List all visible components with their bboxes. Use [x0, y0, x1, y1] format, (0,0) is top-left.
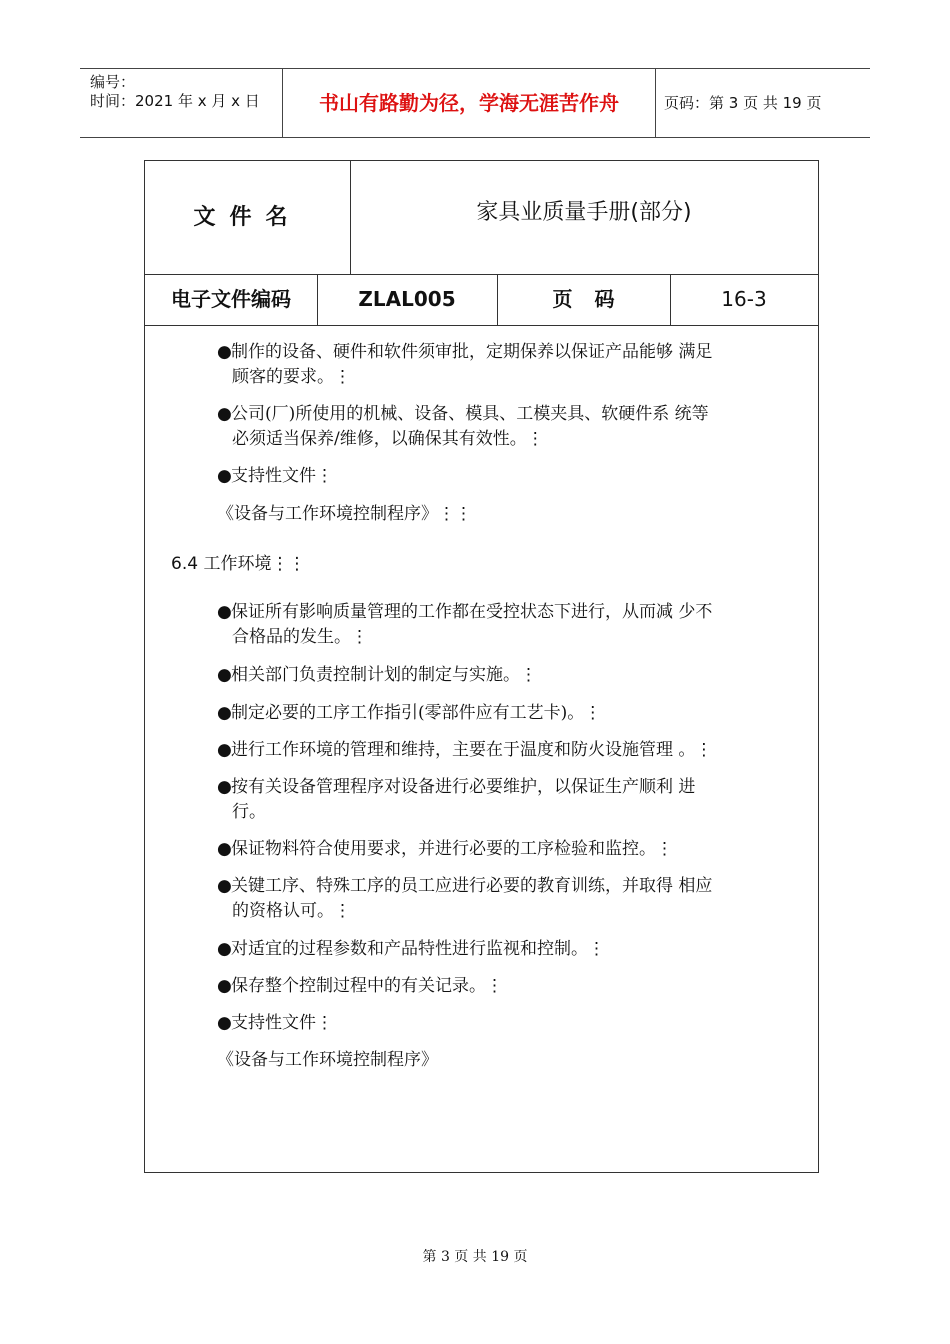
bullet-icon: ● [217, 466, 232, 486]
page-label: 页码 [497, 274, 671, 325]
list-item: ●保证所有影响质量管理的工作都在受控状态下进行，从而减 少不 合格品的发生。⋮ [217, 602, 713, 647]
list-item: ●对适宜的过程参数和产品特性进行监视和控制。⋮ [217, 937, 787, 962]
doc-code-row [145, 274, 818, 326]
doc-name-row [145, 161, 818, 275]
list-item: ●公司(厂)所使用的机械、设备、模具、工模夹具、软硬件系 统等 必须适当保养/维修，以确保其有效性。⋮ [217, 404, 709, 449]
list-item: ●相关部门负责控制计划的制定与实施。⋮ [217, 663, 787, 688]
list-item: ●进行工作环境的管理和维持，主要在于温度和防火设施管理 。⋮ [217, 738, 787, 763]
time-label: 时间：2021 年 x 月 x 日 [90, 92, 260, 110]
bullet-icon: ● [217, 602, 232, 622]
list-item: ●制作的设备、硬件和软件须审批，定期保养以保证产品能够 满足 顾客的要求。⋮ [217, 342, 713, 387]
list-item: ●支持性文件⋮ [217, 1011, 787, 1036]
bullet-icon: ● [217, 839, 232, 859]
doc-title: 家具业质量手册(部分) [476, 200, 692, 225]
page-header [80, 68, 870, 138]
page-value: 16-3 [721, 287, 767, 311]
bullet-icon: ● [217, 876, 232, 896]
bullet-icon: ● [217, 777, 232, 797]
list-item: ●关键工序、特殊工序的员工应进行必要的教育训练，并取得 相应 的资格认可。⋮ [217, 876, 713, 921]
document-frame [144, 160, 819, 1173]
bullet-icon: ● [217, 1013, 232, 1033]
list-item: ●支持性文件⋮ [217, 464, 787, 489]
page-footer: 第 3 页 共 19 页 [422, 1249, 528, 1265]
list-item: ●按有关设备管理程序对设备进行必要维护，以保证生产顺利 进 行。 [217, 777, 696, 822]
list-item: ●制定必要的工序工作指引(零部件应有工艺卡)。⋮ [217, 701, 787, 726]
code-value: ZLAL005 [317, 274, 498, 325]
code-label: 电子文件编码 [145, 274, 318, 325]
section-heading: 6.4 工作环境⋮⋮ [171, 554, 306, 574]
header-motto: 书山有路勤为径，学海无涯苦作舟 [282, 69, 656, 137]
bullet-icon: ● [217, 665, 232, 685]
doc-name-label: 文件名 [145, 161, 351, 274]
bullet-icon: ● [217, 404, 232, 424]
number-label: 编号： [90, 73, 136, 91]
bullet-icon: ● [217, 976, 232, 996]
header-meta [80, 69, 282, 137]
bullet-icon: ● [217, 703, 232, 723]
list-item: ●保存整个控制过程中的有关记录。⋮ [217, 974, 787, 999]
list-item: ●保证物料符合使用要求，并进行必要的工序检验和监控。⋮ [217, 837, 787, 862]
bullet-icon: ● [217, 740, 232, 760]
reference-doc: 《设备与工作环境控制程序》⋮⋮ [217, 504, 472, 524]
bullet-icon: ● [217, 939, 232, 959]
reference-doc: 《设备与工作环境控制程序》 [217, 1050, 438, 1070]
bullet-icon: ● [217, 342, 232, 362]
header-page-info: 页码：第 3 页 共 19 页 [664, 94, 822, 112]
